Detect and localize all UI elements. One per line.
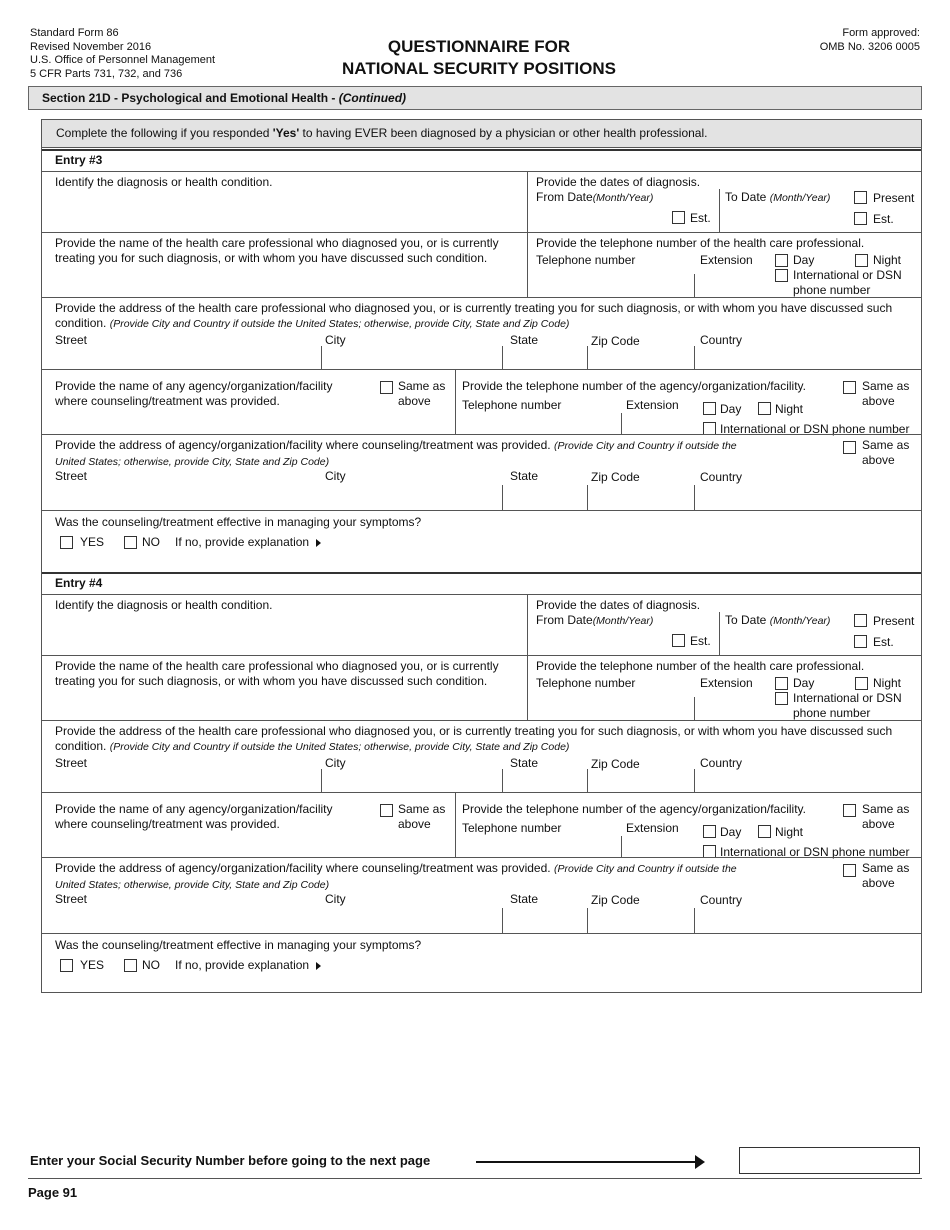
page-number: Page 91	[28, 1185, 78, 1200]
agency-phone-label: Provide the telephone number of the agency/organization/facility.	[462, 379, 806, 393]
hcp-phone-label: Provide the telephone number of the health care professional.	[536, 659, 865, 673]
agency-same-as-above-checkbox[interactable]	[380, 804, 393, 817]
city-label: City	[325, 469, 346, 483]
agency-phone-label: Provide the telephone number of the agency/organization/facility.	[462, 802, 806, 816]
telephone-number-label: Telephone number	[462, 398, 562, 412]
intl-dsn-label: International or DSN phone number	[793, 691, 902, 720]
same-as-above-label: Same as above	[862, 438, 910, 467]
same-as-above-label: Same as above	[398, 379, 446, 408]
state-label: State	[510, 333, 539, 347]
intl-dsn-checkbox[interactable]	[775, 692, 788, 705]
from-est-checkbox[interactable]	[672, 634, 685, 647]
night-label: Night	[873, 676, 902, 690]
street-label: Street	[55, 333, 88, 347]
zip-label: Zip Code	[591, 893, 640, 907]
ssn-prompt: Enter your Social Security Number before going to the next page	[30, 1153, 431, 1168]
caret-right-icon	[316, 962, 321, 970]
agency-address-label: Provide the address of agency/organization/facility where counseling/treatment was provided. (Provide City and Country if outside the United States; otherwise, provide City, State and Zip Code)	[55, 438, 737, 468]
same-as-above-label: Same as above	[862, 861, 910, 890]
night-checkbox[interactable]	[758, 402, 771, 415]
street-label: Street	[55, 469, 88, 483]
telephone-number-label: Telephone number	[462, 821, 562, 835]
telephone-number-label: Telephone number	[536, 253, 636, 267]
city-label: City	[325, 333, 346, 347]
night-label: Night	[873, 253, 902, 267]
hcp-name-label: Provide the name of the health care professional who diagnosed you, or is currently treating you for such diagnosis, or with whom you have discussed such condition.	[55, 236, 499, 265]
to-date-label: To Date (Month/Year)	[725, 190, 831, 204]
same-as-above-label: Same as above	[398, 802, 446, 831]
page-title: QUESTIONNAIRE FOR NATIONAL SECURITY POSITIONS	[342, 37, 616, 78]
address-same-as-above-checkbox[interactable]	[843, 864, 856, 877]
zip-label: Zip Code	[591, 757, 640, 771]
zip-label: Zip Code	[591, 334, 640, 348]
day-label: Day	[793, 253, 815, 267]
night-checkbox[interactable]	[855, 254, 868, 267]
day-checkbox[interactable]	[703, 825, 716, 838]
telephone-number-label: Telephone number	[536, 676, 636, 690]
intl-dsn-label: International or DSN phone number	[720, 422, 910, 436]
yes-checkbox[interactable]	[60, 959, 73, 972]
no-checkbox[interactable]	[124, 536, 137, 549]
entry-title: Entry #4	[55, 576, 103, 590]
explain-label: If no, provide explanation	[175, 958, 321, 973]
dates-label: Provide the dates of diagnosis.	[536, 175, 701, 189]
day-checkbox[interactable]	[775, 677, 788, 690]
agency-name-label: Provide the name of any agency/organization/facility where counseling/treatment was provided.	[55, 379, 333, 408]
night-label: Night	[775, 402, 804, 416]
to-est-label: Est.	[873, 635, 894, 649]
state-label: State	[510, 892, 539, 906]
hcp-phone-label: Provide the telephone number of the health care professional.	[536, 236, 865, 250]
city-label: City	[325, 756, 346, 770]
hcp-name-label: Provide the name of the health care professional who diagnosed you, or is currently treating you for such diagnosis, or with whom you have discussed such condition.	[55, 659, 499, 688]
day-checkbox[interactable]	[703, 402, 716, 415]
ssn-input[interactable]	[739, 1147, 920, 1174]
form-agency: U.S. Office of Personnel Management	[30, 54, 216, 66]
intl-dsn-checkbox[interactable]	[775, 269, 788, 282]
address-same-as-above-checkbox[interactable]	[843, 441, 856, 454]
state-label: State	[510, 756, 539, 770]
country-label: Country	[700, 333, 743, 347]
from-date-label: From Date(Month/Year)	[536, 613, 654, 627]
arrow-right-icon	[695, 1155, 705, 1169]
same-as-above-label: Same as above	[862, 379, 910, 408]
form-number: Standard Form 86	[30, 27, 119, 39]
form-cfr: 5 CFR Parts 731, 732, and 736	[30, 67, 183, 80]
entry-title: Entry #3	[55, 153, 103, 167]
caret-right-icon	[316, 539, 321, 547]
hcp-address-label: Provide the address of the health care professional who diagnosed you, or is currently treating you for such diagnosis, or with whom you have discussed such condition. (Provide City and Country if outside the United States; otherwise, provide City, State and Zip Code)	[55, 724, 893, 753]
to-date-label: To Date (Month/Year)	[725, 613, 831, 627]
effective-question: Was the counseling/treatment effective in managing your symptoms?	[55, 938, 422, 952]
yes-checkbox[interactable]	[60, 536, 73, 549]
present-checkbox[interactable]	[854, 191, 867, 204]
extension-label: Extension	[626, 398, 679, 412]
night-label: Night	[775, 825, 804, 839]
agency-same-as-above-checkbox[interactable]	[380, 381, 393, 394]
intl-dsn-label: International or DSN phone number	[720, 845, 910, 859]
extension-label: Extension	[700, 676, 753, 690]
effective-question: Was the counseling/treatment effective in managing your symptoms?	[55, 515, 422, 529]
intro-instruction: Complete the following if you responded 'Yes' to having EVER been diagnosed by a physician or other health professional.	[42, 120, 921, 148]
zip-label: Zip Code	[591, 470, 640, 484]
present-checkbox[interactable]	[854, 614, 867, 627]
arrow-line	[476, 1161, 698, 1163]
street-label: Street	[55, 892, 88, 906]
day-checkbox[interactable]	[775, 254, 788, 267]
section-header: Section 21D - Psychological and Emotional Health - (Continued)	[28, 86, 922, 110]
night-checkbox[interactable]	[758, 825, 771, 838]
no-label: NO	[142, 535, 160, 549]
same-as-above-label: Same as above	[862, 802, 910, 831]
hcp-address-label: Provide the address of the health care professional who diagnosed you, or is currently treating you for such diagnosis, or with whom you have discussed such condition. (Provide City and Country if outside the United States; otherwise, provide City, State and Zip Code)	[55, 301, 893, 330]
night-checkbox[interactable]	[855, 677, 868, 690]
day-label: Day	[793, 676, 815, 690]
country-label: Country	[700, 756, 743, 770]
country-label: Country	[700, 893, 743, 907]
to-est-checkbox[interactable]	[854, 212, 867, 225]
footer-divider	[28, 1178, 922, 1179]
diagnosis-label: Identify the diagnosis or health condition.	[55, 598, 273, 612]
street-label: Street	[55, 756, 88, 770]
dates-label: Provide the dates of diagnosis.	[536, 598, 701, 612]
day-label: Day	[720, 402, 742, 416]
to-est-label: Est.	[873, 212, 894, 226]
phone-same-as-above-checkbox[interactable]	[843, 804, 856, 817]
diagnosis-label: Identify the diagnosis or health condition.	[55, 175, 273, 189]
present-label: Present	[873, 191, 915, 205]
state-label: State	[510, 469, 539, 483]
country-label: Country	[700, 470, 743, 484]
explain-label: If no, provide explanation	[175, 535, 321, 550]
yes-label: YES	[80, 958, 105, 972]
agency-address-label: Provide the address of agency/organization/facility where counseling/treatment was provided. (Provide City and Country if outside the United States; otherwise, provide City, State and Zip Code)	[55, 861, 737, 891]
city-label: City	[325, 892, 346, 906]
to-est-checkbox[interactable]	[854, 635, 867, 648]
day-label: Day	[720, 825, 742, 839]
from-est-label: Est.	[690, 211, 711, 225]
agency-name-label: Provide the name of any agency/organization/facility where counseling/treatment was provided.	[55, 802, 333, 831]
from-date-label: From Date(Month/Year)	[536, 190, 654, 204]
from-est-label: Est.	[690, 634, 711, 648]
extension-label: Extension	[626, 821, 679, 835]
intl-dsn-label: International or DSN phone number	[793, 268, 902, 297]
extension-label: Extension	[700, 253, 753, 267]
form-approval: Form approved: OMB No. 3206 0005	[819, 27, 920, 53]
no-checkbox[interactable]	[124, 959, 137, 972]
form-revision: Revised November 2016	[30, 40, 152, 53]
present-label: Present	[873, 614, 915, 628]
phone-same-as-above-checkbox[interactable]	[843, 381, 856, 394]
no-label: NO	[142, 958, 160, 972]
from-est-checkbox[interactable]	[672, 211, 685, 224]
yes-label: YES	[80, 535, 105, 549]
